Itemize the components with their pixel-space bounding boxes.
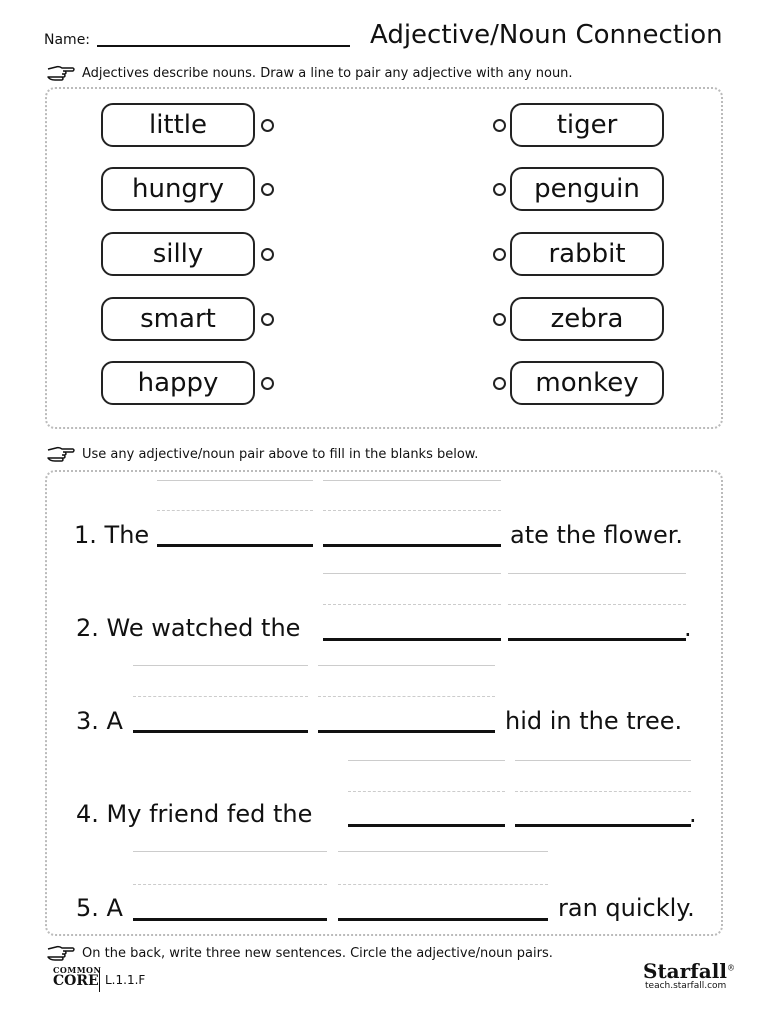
page-title: Adjective/Noun Connection (370, 20, 723, 50)
name-field[interactable] (97, 45, 350, 47)
instruction-text: Adjectives describe nouns. Draw a line to pair any adjective with any noun. (82, 65, 573, 81)
adjective-card[interactable]: silly (101, 232, 255, 276)
sentence-5-end: ran quickly. (558, 894, 695, 922)
instruction-text: On the back, write three new sentences. Circle the adjective/noun pairs. (82, 945, 553, 961)
adjective-card[interactable]: happy (101, 361, 255, 405)
noun-card[interactable]: rabbit (510, 232, 664, 276)
sentence-2-adjective-blank[interactable] (323, 638, 501, 641)
sentence-1-noun-blank[interactable] (323, 544, 501, 547)
noun-card[interactable]: penguin (510, 167, 664, 211)
adjective-connector-dot[interactable] (261, 119, 274, 132)
footer-url: teach.starfall.com (645, 981, 727, 991)
noun-card[interactable]: monkey (510, 361, 664, 405)
noun-connector-dot[interactable] (493, 377, 506, 390)
sentence-4-adjective-blank[interactable] (348, 824, 505, 827)
standard-code: L.1.1.F (105, 973, 146, 987)
pointing-hand-icon (46, 444, 76, 464)
noun-connector-dot[interactable] (493, 313, 506, 326)
pointing-hand-icon (46, 943, 76, 963)
sentence-3-end: hid in the tree. (505, 707, 683, 735)
sentence-3-adjective-blank[interactable] (133, 730, 308, 733)
instruction-text: Use any adjective/noun pair above to fill in the blanks below. (82, 446, 479, 462)
adjective-connector-dot[interactable] (261, 183, 274, 196)
sentence-2-noun-blank[interactable] (508, 638, 686, 641)
noun-connector-dot[interactable] (493, 248, 506, 261)
footer-divider (99, 968, 100, 992)
adjective-connector-dot[interactable] (261, 313, 274, 326)
name-label: Name: (44, 32, 91, 48)
noun-connector-dot[interactable] (493, 119, 506, 132)
instruction-line (46, 444, 478, 464)
sentence-4-end: . (689, 800, 697, 828)
sentence-2-end: . (684, 614, 692, 642)
sentence-5-adjective-blank[interactable] (133, 918, 327, 921)
sentence-2-start: 2. We watched the (76, 614, 301, 642)
adjective-card[interactable]: little (101, 103, 255, 147)
sentence-4-start: 4. My friend fed the (76, 800, 313, 828)
adjective-card[interactable]: smart (101, 297, 255, 341)
sentence-1-end: ate the flower. (510, 521, 684, 549)
sentence-5-start: 5. A (76, 894, 123, 922)
sentence-3-noun-blank[interactable] (318, 730, 495, 733)
instruction-line (46, 63, 573, 83)
adjective-connector-dot[interactable] (261, 248, 274, 261)
common-core-logo: COMMON CORE (53, 965, 102, 989)
pointing-hand-icon (46, 63, 76, 83)
sentence-5-noun-blank[interactable] (338, 918, 548, 921)
instruction-line (46, 943, 553, 963)
noun-card[interactable]: tiger (510, 103, 664, 147)
sentence-1-adjective-blank[interactable] (157, 544, 313, 547)
adjective-card[interactable]: hungry (101, 167, 255, 211)
sentence-4-noun-blank[interactable] (515, 824, 691, 827)
noun-connector-dot[interactable] (493, 183, 506, 196)
sentence-3-start: 3. A (76, 707, 123, 735)
starfall-logo: Starfall® (643, 959, 735, 983)
adjective-connector-dot[interactable] (261, 377, 274, 390)
sentence-1-start: 1. The (74, 521, 150, 549)
noun-card[interactable]: zebra (510, 297, 664, 341)
